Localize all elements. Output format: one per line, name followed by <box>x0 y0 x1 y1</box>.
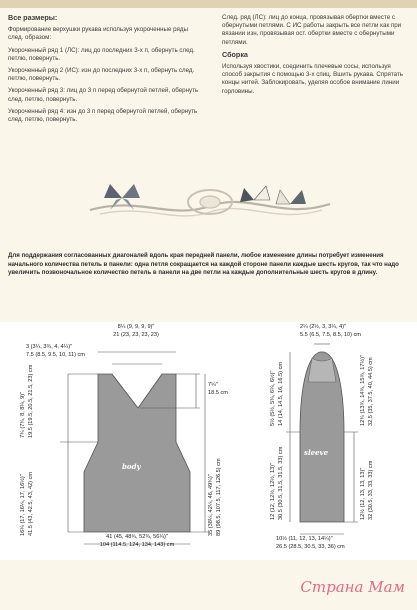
left-paragraph-4: Укороченный ряд 3: лиц до 3 п перед обернутой петлей, обернуть след. петлю, повернуть. <box>8 87 199 103</box>
sleeve-length-inches: 12 (12, 12½, 12½, 13)" <box>270 462 276 520</box>
hem-width-cm: 104 (114.5, 124, 134, 143) cm <box>99 542 175 548</box>
top-border <box>0 0 417 8</box>
site-watermark: Страна Мам <box>300 578 405 596</box>
hem-width-inches: 41 (45, 48¾, 52¾, 56¼)" <box>106 534 168 540</box>
right-column <box>222 14 408 100</box>
sleeve-lower-length-inches: 12½ (12, 13, 13, 13)" <box>360 467 366 520</box>
schematic-diagram <box>0 322 417 560</box>
gauge-note-paragraph: Для поддержания согласованных диагоналей вдоль края передней панели, любое изменение длины потребует изменения начального количества петель в панели: одна петля сокращается на каждой стороне панели каждые шесть кругов, так что надо увеличить позвоночальное количество петель в панели на две петли на каждые дополнительные шесть кругов в длину. <box>8 252 399 277</box>
right-paragraph-1: След. ряд (ЛС): лиц до конца, провязывая обертки вместе с обернутыми петлями. С ИС работы закрыть все петли как при вязании изн, провязывая ост. обертки вместе с обернутыми петлями. <box>222 14 402 46</box>
section-heading-sizes: Все размеры: <box>8 13 58 22</box>
left-paragraph-3: Укороченный ряд 2 (ИС): изн до последних 3-х п, обернуть след. петлю, повернуть. <box>8 67 195 83</box>
total-length-inches: 35 (38¼, 42¼, 46, 49¾)" <box>208 474 214 536</box>
neck-depth-inches: 7¼" <box>208 382 218 388</box>
left-paragraph-2: Укороченный ряд 1 (ЛС): лиц до последних 3-х п, обернуть след. петлю, повернуть. <box>8 46 195 62</box>
body-label: body <box>122 462 141 471</box>
body-length-cm: 41.5 (43, 42.5, 43, 42) cm <box>28 471 34 536</box>
left-paragraph-5: Укороченный ряд 4: изн до 3 п перед обернутой петлей, обернуть след. петлю, повернуть. <box>8 107 198 124</box>
sleeve-cap-height-inches: 5½ (5½, 5¾, 6¼, 6½)" <box>270 370 276 426</box>
sleeve-cuff-inches: 10½ (11, 12, 13, 14¼)" <box>276 536 333 542</box>
sleeve-length-cm: 30.5 (30.5, 31.5, 31.5, 33) cm <box>278 446 284 520</box>
sleeve-cuff-cm: 26.5 (28.5, 30.5, 33, 36) cm <box>276 544 345 550</box>
sleeve-upper-width-inches: 12¾ (13¾, 14¾, 15¾, 17½)" <box>360 354 366 426</box>
left-column <box>8 14 203 128</box>
shoulder-width-inches: 3 (3¼, 3¾, 4, 4¼)" <box>26 344 73 350</box>
sleeve-upper-width-cm: 32.5 (35, 37.5, 40, 44.5) cm <box>368 357 374 426</box>
sleeve-lower-length-cm: 32 (30.5, 33, 33, 33) cm <box>368 460 374 520</box>
sleeve-label: sleeve <box>304 448 329 457</box>
butterfly-icon-right <box>240 186 306 204</box>
sleeve-cap-top-inches: 2¼ (2½, 3, 3¼, 4)" <box>300 324 347 330</box>
total-length-cm: 89 (98.5, 107.5, 117, 126.5) cm <box>216 458 222 536</box>
neck-width-cm: 21 (23, 23, 23, 23) <box>113 332 159 338</box>
shoulder-width-cm: 7.5 (8.5, 9.5, 10, 11) cm <box>26 352 85 358</box>
armhole-depth-inches: 7¾ (7¾, 8, 8¼, 9)" <box>20 391 26 438</box>
armhole-depth-cm: 19.5 (19.5, 20.5, 21.5, 23) cm <box>28 364 34 438</box>
sleeve-cap-height-cm: 14 (14, 14.5, 16, 16.5) cm <box>278 361 284 426</box>
section-heading-assembly: Сборка <box>222 49 248 59</box>
left-paragraph-1: Формирование верхушки рукава используя укороченные ряды след. образом: <box>8 26 188 42</box>
sleeve-cap-top-cm: 5.5 (6.5, 7.5, 8.5, 10) cm <box>300 332 361 338</box>
butterfly-divider-ornament <box>80 176 340 228</box>
body-length-inches: 16¼ (17, 16¼, 17, 16½)" <box>20 474 26 536</box>
right-paragraph-2: Используя хвостики, соединить плечевые сосы, используя способ закрытия с помощью 3-х спиц. Вшить рукава. Спрятать концы нитей. Заблокировать, уделяя особое внимание линии горловины. <box>222 63 403 95</box>
neck-width-inches: 8¼ (9, 9, 9, 9)" <box>117 324 155 330</box>
neck-depth-cm: 18.5 cm <box>208 390 228 396</box>
